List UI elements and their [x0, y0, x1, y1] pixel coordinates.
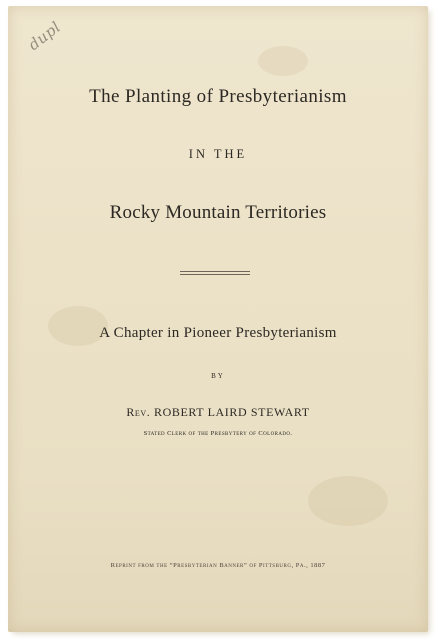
divider-rule [180, 271, 250, 272]
pamphlet-cover [8, 6, 428, 632]
author-name: ROBERT LAIRD STEWART [154, 405, 310, 419]
author-line [8, 405, 428, 420]
author-prefix: Rev. [126, 405, 151, 419]
title-line-3: Rocky Mountain Territories [109, 202, 327, 223]
author-title: Stated Clerk of the Presbytery of Colorado. [143, 430, 293, 437]
paper-stain [308, 476, 388, 526]
title-line-2: IN THE [188, 147, 248, 161]
subtitle: A Chapter in Pioneer Presbyterianism [99, 325, 337, 341]
title-line-1: The Planting of Presbyterianism [89, 86, 347, 107]
paper-stain [258, 46, 308, 76]
by-line: BY [211, 372, 225, 380]
handwritten-note: dupl [24, 17, 65, 54]
divider-rule [180, 274, 250, 275]
reprint-note: Reprint from the “Presbyterian Banner” of Pittsburg, Pa., 1887 [110, 562, 326, 569]
